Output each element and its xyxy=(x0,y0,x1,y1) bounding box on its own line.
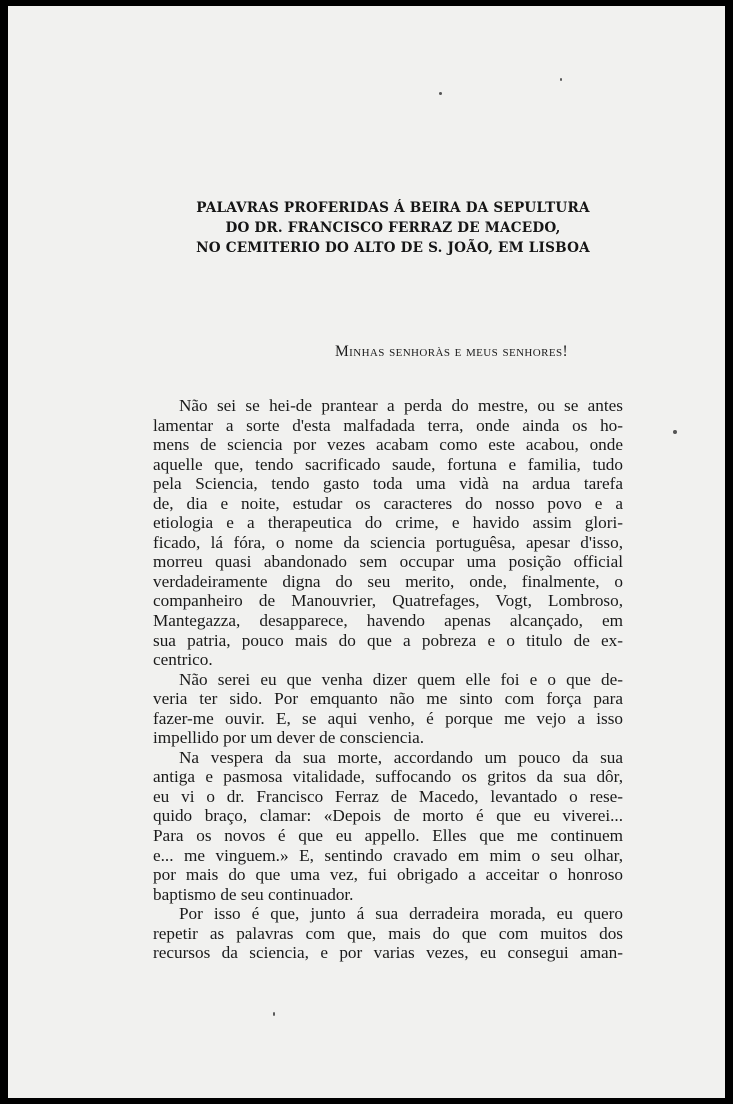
ink-speck xyxy=(273,1012,275,1016)
title-line: PALAVRAS PROFERIDAS Á BEIRA DA SEPULTURA xyxy=(196,200,590,216)
text-line: Mantegazza, desapparece, havendo apenas alcançado, em xyxy=(153,611,623,631)
text-line: Não sei se hei-de prantear a perda do mestre, ou se antes xyxy=(179,396,623,415)
text-line: impellido por um dever de consciencia. xyxy=(153,728,425,748)
text-line: por mais do que uma vez, fui obrigado a acceitar o honroso xyxy=(153,865,623,885)
ink-speck xyxy=(673,430,677,434)
ink-speck xyxy=(439,92,442,95)
text-line: pela Sciencia, tendo gasto toda uma vidà na ardua tarefa xyxy=(153,474,623,494)
text-line: antiga e pasmosa vitalidade, suffocando os gritos da sua dôr, xyxy=(153,767,623,787)
document-page xyxy=(8,6,725,1098)
text-line: repetir as palavras com que, mais do que com muitos dos xyxy=(153,923,623,943)
page-title xyxy=(128,198,658,258)
text-line: mens de sciencia por vezes acabam como este acabou, onde xyxy=(153,435,623,455)
speech-body xyxy=(153,396,623,963)
text-line: ficado, lá fóra, o nome da sciencia portuguêsa, apesar d'isso, xyxy=(153,532,623,552)
ink-speck xyxy=(560,78,562,81)
title-line: NO CEMITERIO DO ALTO DE S. JOÃO, EM LISBOA xyxy=(196,240,590,256)
text-line: lamentar a sorte d'esta malfadada terra, onde ainda os ho- xyxy=(153,415,623,435)
title-line: DO DR. FRANCISCO FERRAZ DE MACEDO, xyxy=(225,220,561,236)
text-line: Não serei eu que venha dizer quem elle foi e o que de- xyxy=(179,669,623,689)
text-line: verdadeiramente digna do seu merito, onde, finalmente, o xyxy=(153,571,623,591)
text-line: veria ter sido. Por emquanto não me sinto com força para xyxy=(153,689,623,709)
text-line: fazer-me ouvir. E, se aqui venho, é porque me vejo a isso xyxy=(153,708,623,728)
text-line: Na vespera da sua morte, accordando um pouco da sua xyxy=(179,747,623,767)
text-line: e... me vinguem.» E, sentindo cravado em mim o seu olhar, xyxy=(153,845,623,865)
text-line: de, dia e noite, estudar os caracteres do nosso povo e a xyxy=(153,493,623,513)
text-line: baptismo de seu continuador. xyxy=(153,884,354,904)
text-line: quido braço, clamar: «Depois de morto é que eu viverei... xyxy=(153,806,623,826)
text-line: morreu quasi abandonado sem occupar uma posição official xyxy=(153,552,623,572)
text-line: Para os novos é que eu appello. Elles que me continuem xyxy=(153,826,623,846)
text-line: Por isso é que, junto á sua derradeira morada, eu quero xyxy=(179,904,623,924)
text-line: centrico. xyxy=(153,650,213,670)
text-line: aquelle que, tendo sacrificado saude, fortuna e familia, tudo xyxy=(153,454,623,474)
salutation: Minhas senhoràs e meus senhores! xyxy=(335,343,569,360)
text-line: recursos da sciencia, e por varias vezes, eu consegui aman- xyxy=(153,943,623,963)
text-line: companheiro de Manouvrier, Quatrefages, Vogt, Lombroso, xyxy=(153,591,623,611)
text-line: eu vi o dr. Francisco Ferraz de Macedo, levantado o rese- xyxy=(153,786,623,806)
text-line: sua patria, pouco mais do que a pobreza e o titulo de ex- xyxy=(153,630,623,650)
text-line: etiologia e a therapeutica do crime, e havido assim glori- xyxy=(153,513,623,533)
